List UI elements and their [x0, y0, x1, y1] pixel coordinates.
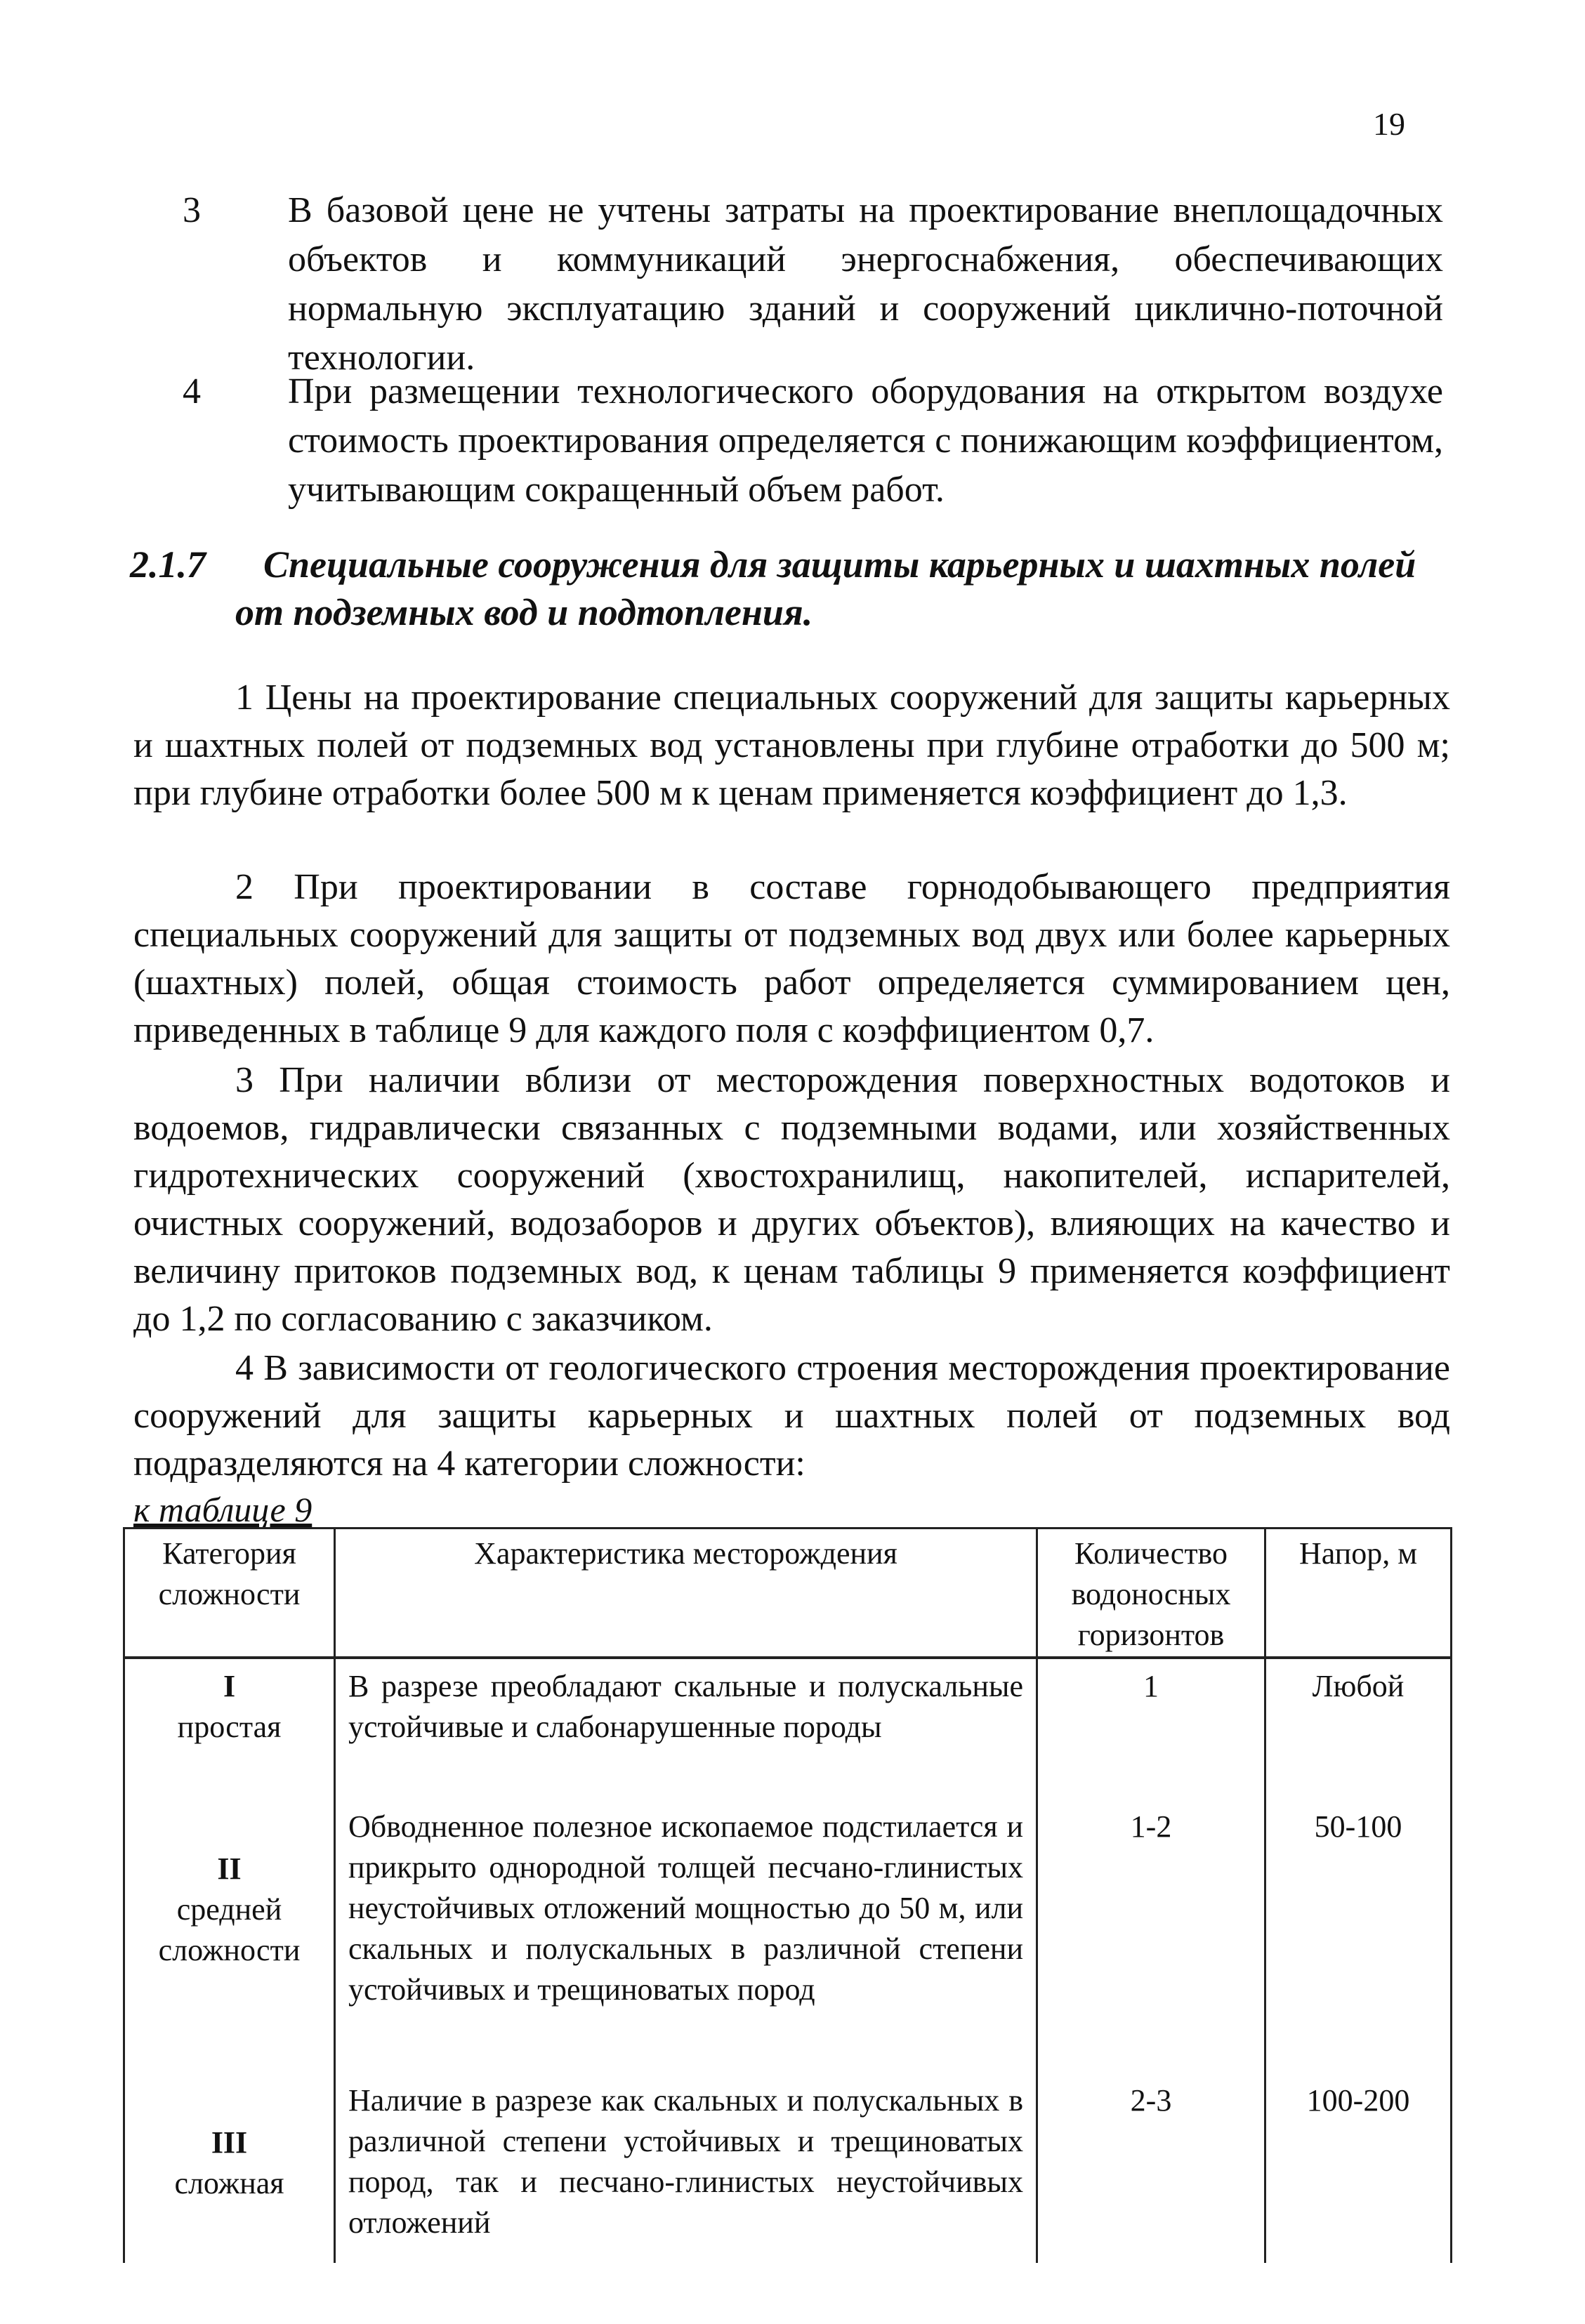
category-label: простая: [177, 1710, 282, 1744]
category-roman: III: [211, 2125, 248, 2160]
head-cell: 100-200: [1265, 2073, 1452, 2263]
complexity-table: [123, 1527, 1452, 2263]
category-roman: I: [223, 1669, 236, 1703]
table-header-row: [124, 1529, 1452, 1658]
table-row: [124, 2073, 1452, 2263]
header-characteristic: Характеристика месторождения: [335, 1529, 1037, 1658]
note-text: В базовой цене не учтены затраты на проектирование внеплощадочных объектов и коммуникаций энергоснабжения, обеспечивающих нормальную эксплуатацию зданий и сооружений циклично-поточной технологии.: [288, 190, 1443, 378]
section-heading: [130, 541, 1450, 636]
note-number: 3: [183, 190, 201, 230]
header-head: Напор, м: [1265, 1529, 1452, 1658]
table-row: [124, 1658, 1452, 1800]
complexity-table-wrapper: [123, 1527, 1450, 2289]
head-cell: Любой: [1265, 1658, 1452, 1800]
horizons-cell: 1: [1037, 1658, 1265, 1800]
head-cell: 50-100: [1265, 1800, 1452, 2073]
horizons-cell: 1-2: [1037, 1800, 1265, 2073]
section-title-line-2: от подземных вод и подтопления.: [235, 591, 813, 633]
header-category: Категория сложности: [124, 1529, 335, 1658]
category-label: сложная: [174, 2166, 284, 2200]
section-title-line-1: Специальные сооружения для защиты карьерных и шахтных полей: [263, 543, 1416, 586]
note-4: [183, 367, 1443, 515]
category-cell: [124, 1800, 335, 2073]
paragraph-3: 3 При наличии вблизи от месторождения поверхностных водотоков и водоемов, гидравлически связанных с подземными водами, или хозяйственных гидротехнических сооружений (хвостохранилищ, накопителей, испарителей, очистных сооружений, водозаборов и других объектов), влияющих на качество и величину притоков подземных вод, к ценам таблицы 9 применяется коэффициент до 1,2 по согласованию с заказчиком.: [133, 1060, 1450, 1339]
characteristic-cell: Наличие в разрезе как скальных и полускальных в различной степени устойчивых и трещиноватых пород, так и песчано-глинистых неустойчивых отложений: [335, 2073, 1037, 2263]
note-text: При размещении технологического оборудования на открытом воздухе стоимость проектирования определяется с понижающим коэффициентом, учитывающим сокращенный объем работ.: [288, 371, 1443, 510]
category-roman: II: [217, 1851, 242, 1886]
characteristic-cell: В разрезе преобладают скальные и полускальные устойчивые и слабонарушенные породы: [335, 1658, 1037, 1800]
horizons-cell: 2-3: [1037, 2073, 1265, 2263]
header-horizons: Количество водоносных горизонтов: [1037, 1529, 1265, 1658]
characteristic-cell: Обводненное полезное ископаемое подстилается и прикрыто однородной толщей песчано-глинистых неустойчивых отложений мощностью до 50 м, или скальных и полускальных в различной степени устойчивых и трещиноватых пород: [335, 1800, 1037, 2073]
section-title: [130, 541, 1450, 636]
paragraph-2: 2 При проектировании в составе горнодобывающего предприятия специальных сооружений для защиты от подземных вод двух или более карьерных (шахтных) полей, общая стоимость работ определяется суммированием цен, приведенных в таблице 9 для каждого поля с коэффициентом 0,7.: [133, 867, 1450, 1050]
category-cell: [124, 2073, 335, 2263]
paragraph-4: 4 В зависимости от геологического строения месторождения проектирование сооружений для защиты карьерных и шахтных полей от подземных вод подразделяются на 4 категории сложности:: [133, 1348, 1450, 1484]
note-3: [183, 186, 1443, 383]
section-number: 2.1.7: [130, 543, 206, 586]
note-number: 4: [183, 371, 201, 411]
table-row: [124, 1800, 1452, 2073]
table-caption: к таблице 9: [133, 1490, 313, 1529]
paragraph-1: 1 Цены на проектирование специальных сооружений для защиты карьерных и шахтных полей от подземных вод установлены при глубине отработки до 500 м; при глубине отработки более 500 м к ценам применяется коэффициент до 1,3.: [133, 678, 1450, 813]
category-label: средней сложности: [158, 1892, 301, 1967]
category-cell: [124, 1658, 335, 1800]
page-number: 19: [1373, 106, 1405, 142]
